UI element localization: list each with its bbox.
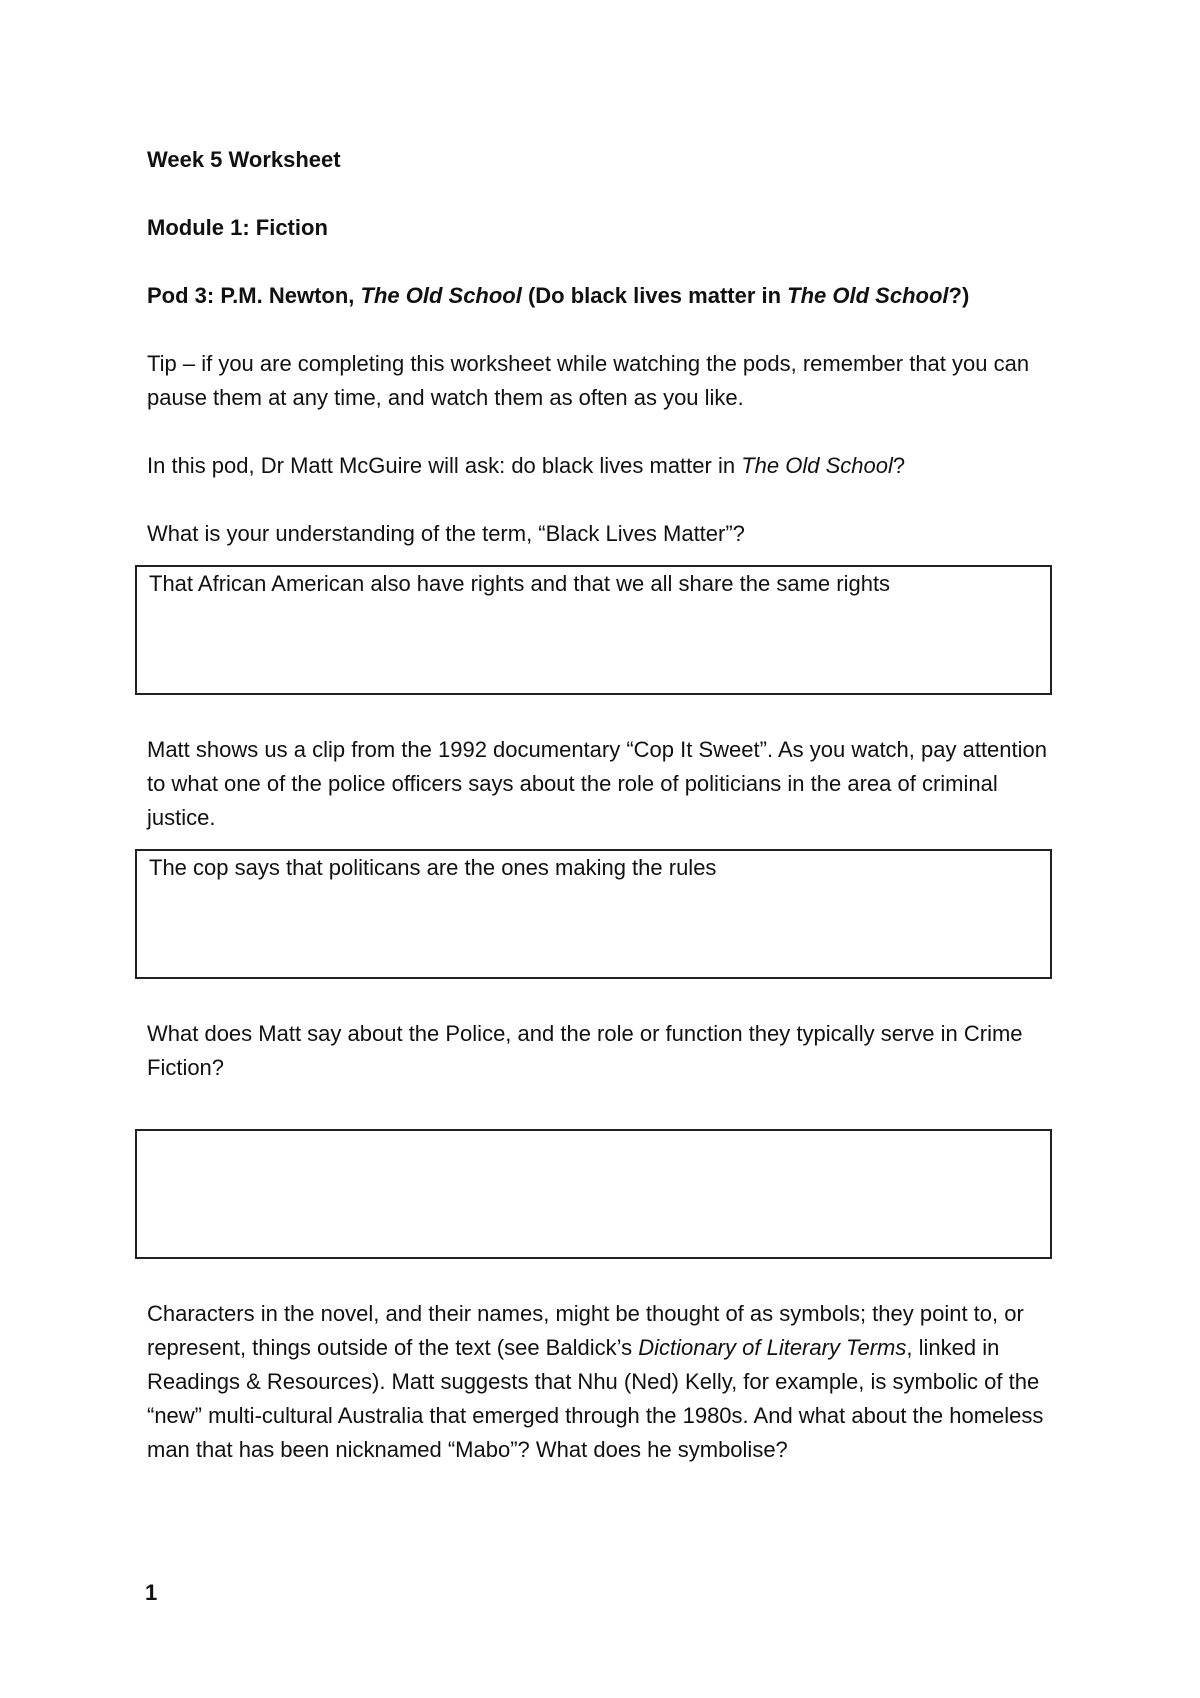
question-1: What is your understanding of the term, “Black Lives Matter”? [147, 521, 745, 546]
question-4 [147, 1297, 1062, 1467]
pod-book-title: The Old School [360, 283, 522, 308]
pod-heading [147, 279, 1062, 313]
tip-text: Tip – if you are completing this worksheet while watching the pods, remember that you can pause them at any time, and watch them as often as you like. [147, 351, 1030, 410]
answer-box-1[interactable]: That African American also have rights and that we all share the same rights [135, 565, 1052, 695]
intro-prefix: In this pod, Dr Matt McGuire will ask: do black lives matter in [147, 453, 742, 478]
intro-book-title: The Old School [741, 453, 893, 478]
pod-mid: (Do black lives matter in [521, 283, 788, 308]
question-4-prefix: Characters in the novel, and their names, might be thought of as symbols; they point to, or represent, things outside of the text (see Baldick’s [147, 1301, 1024, 1360]
answer-box-3[interactable] [135, 1129, 1052, 1259]
module-heading: Module 1: Fiction [147, 215, 328, 240]
worksheet-content [147, 143, 1062, 1481]
question-2: Matt shows us a clip from the 1992 documentary “Cop It Sweet”. As you watch, pay attention to what one of the police officers says about the role of politicians in the area of criminal justice. [147, 737, 1048, 830]
question-4-book-title: Dictionary of Literary Terms [638, 1335, 907, 1360]
worksheet-title: Week 5 Worksheet [147, 147, 341, 172]
intro-suffix: ? [892, 453, 906, 478]
pod-book-title-2: The Old School [787, 283, 949, 308]
answer-box-2[interactable]: The cop says that politicans are the ones making the rules [135, 849, 1052, 979]
pod-suffix: ?) [948, 283, 970, 308]
page-number: 1 [145, 1580, 158, 1605]
question-4-suffix: , linked in Readings & Resources). Matt suggests that Nhu (Ned) Kelly, for example, is symbolic of the “new” multi-cultural Australia that emerged through the 1980s. And what about the homeless man that has been nicknamed “Mabo”? What does he symbolise? [147, 1335, 1044, 1462]
intro-text [147, 449, 1062, 483]
question-3: What does Matt say about the Police, and the role or function they typically serve in Crime Fiction? [147, 1021, 1023, 1080]
pod-prefix: Pod 3: P.M. Newton, [147, 283, 361, 308]
